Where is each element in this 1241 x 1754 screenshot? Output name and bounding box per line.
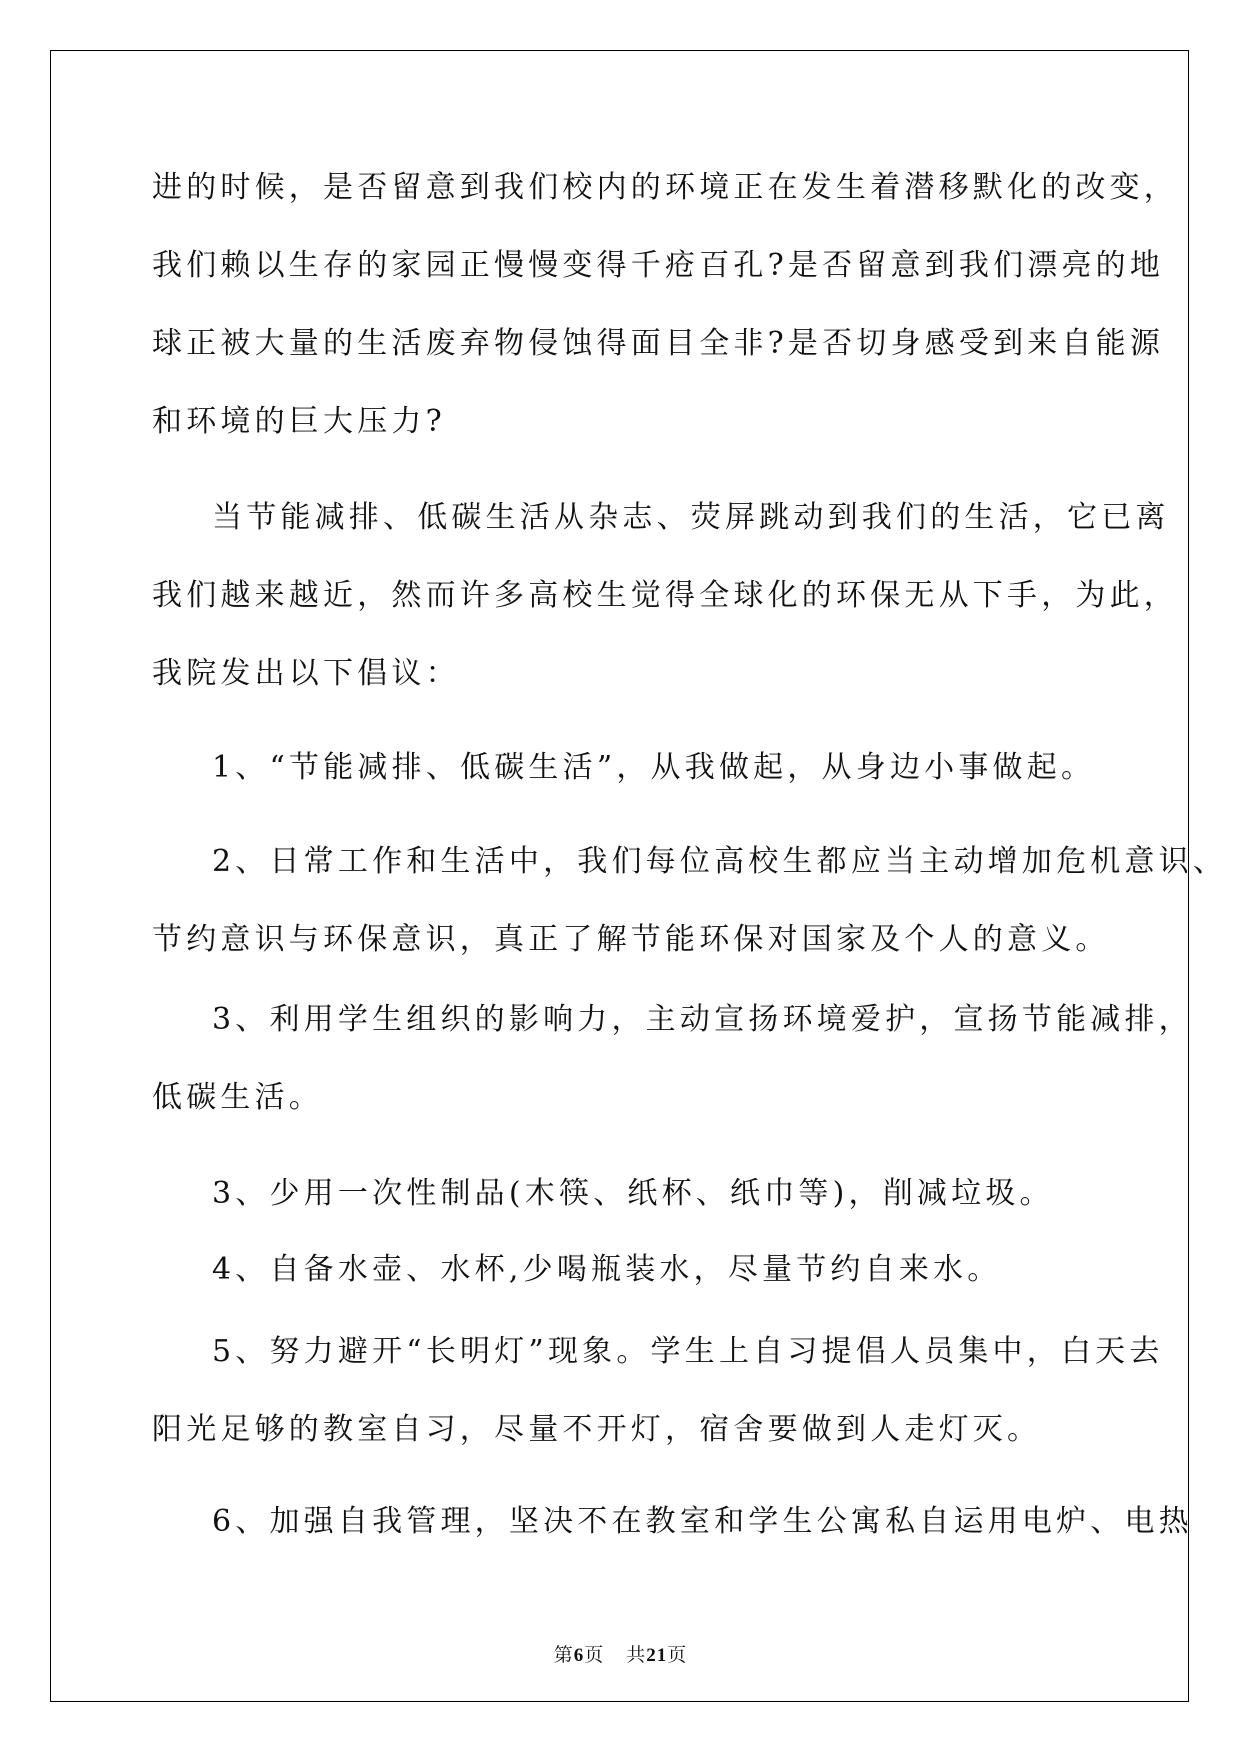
text-line: 3、利用学生组织的影响力，主动宣扬环境爱护，宣扬节能减排， (212, 1002, 1193, 1037)
page-footer (0, 1640, 1241, 1667)
total-suffix: 页 (667, 1645, 688, 1666)
text-line: 2、日常工作和生活中，我们每位高校生都应当主动增加危机意识、 (212, 844, 1228, 879)
page-number: 6 (573, 1645, 585, 1666)
text-line: 我们越来越近，然而许多高校生觉得全球化的环保无从下手，为此， (152, 578, 1178, 613)
text-line: 和环境的巨大压力? (152, 404, 446, 439)
text-line: 5、努力避开“长明灯”现象。学生上自习提倡人员集中，白天去 (212, 1334, 1164, 1369)
text-line: 当节能减排、低碳生活从杂志、荧屏跳动到我们的生活，它已离 (212, 500, 1170, 535)
total-prefix: 共 (626, 1645, 647, 1666)
total-pages: 21 (646, 1645, 668, 1666)
text-line: 低碳生活。 (152, 1080, 323, 1115)
text-line: 节约意识与环保意识，真正了解节能环保对国家及个人的意义。 (152, 922, 1110, 957)
text-line: 我院发出以下倡议： (152, 656, 460, 691)
text-line: 3、少用一次性制品(木筷、纸杯、纸巾等)，削减垃圾。 (212, 1176, 1054, 1211)
page-prefix: 第 (553, 1645, 574, 1666)
text-line: 4、自备水壶、水杯,少喝瓶装水，尽量节约自来水。 (212, 1252, 1002, 1287)
text-line: 6、加强自我管理，坚决不在教室和学生公寓私自运用电炉、电热 (212, 1504, 1193, 1539)
text-line: 我们赖以生存的家园正慢慢变得千疮百孔?是否留意到我们漂亮的地 (152, 248, 1165, 283)
text-line: 球正被大量的生活废弃物侵蚀得面目全非?是否切身感受到来自能源 (152, 326, 1165, 361)
text-line: 进的时候，是否留意到我们校内的环境正在发生着潜移默化的改变， (152, 170, 1178, 205)
page-suffix: 页 (584, 1645, 605, 1666)
text-line: 阳光足够的教室自习，尽量不开灯，宿舍要做到人走灯灭。 (152, 1412, 1042, 1447)
text-line: 1、“节能减排、低碳生活”，从我做起，从身边小事做起。 (212, 750, 1096, 785)
